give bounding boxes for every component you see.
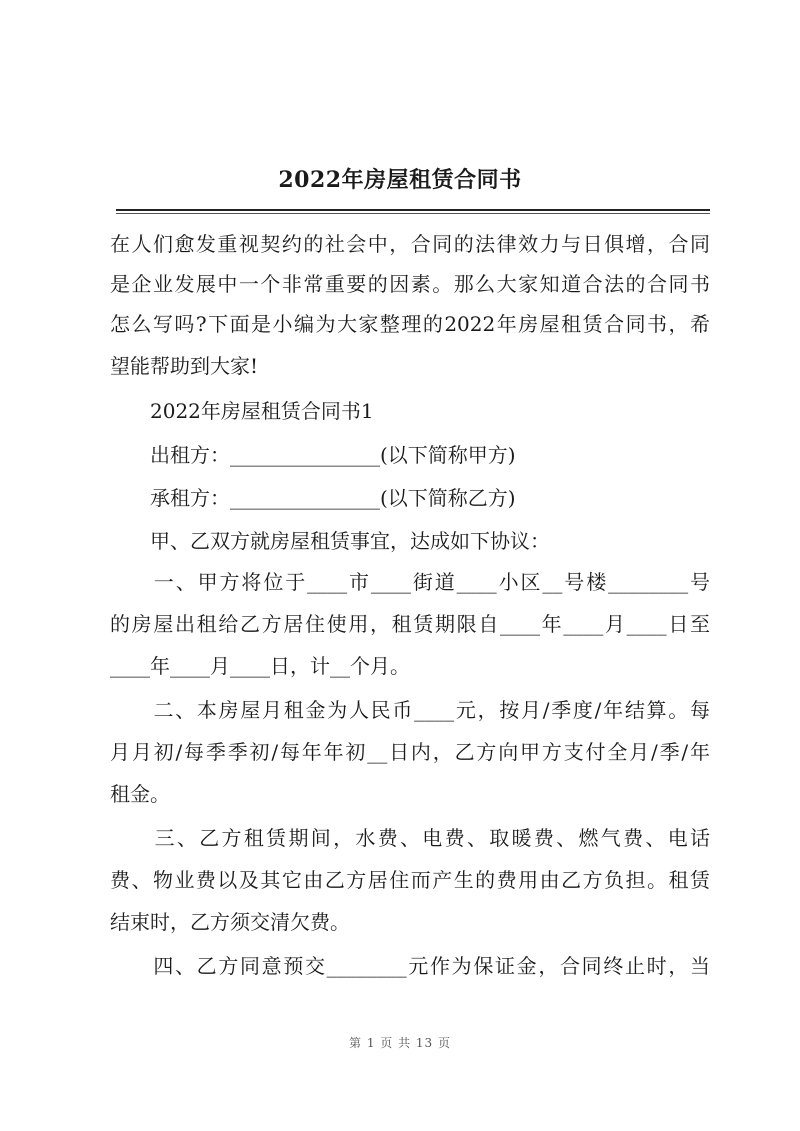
body-line: 怎么写吗?下面是小编为大家整理的2022年房屋租赁合同书，希: [110, 312, 710, 336]
clause-line: 月月初/每季季初/每年年初__日内，乙方向甲方支付全月/季/年: [110, 740, 710, 764]
clause-line: 结束时，乙方须交清欠费。: [110, 910, 350, 934]
body-line: 望能帮助到大家!: [110, 354, 259, 378]
clause-line: 四、乙方同意预交________元作为保证金，合同终止时，当: [110, 954, 710, 978]
title-divider-thin: [116, 213, 710, 214]
clause-line: 一、甲方将位于____市____街道____小区__号楼________号: [110, 570, 710, 594]
section-heading: 2022年房屋租赁合同书1: [110, 399, 374, 423]
clause-line: ____年____月____日，计__个月。: [110, 654, 410, 678]
clause-line: 租金。: [110, 782, 170, 806]
body-line: 在人们愈发重视契约的社会中，合同的法律效力与日俱增，合同: [110, 232, 710, 256]
agreement-line: 甲、乙双方就房屋租赁事宜，达成如下协议：: [110, 529, 550, 553]
clause-line: 费、物业费以及其它由乙方居住而产生的费用由乙方负担。租赁: [110, 868, 710, 892]
clause-line: 的房屋出租给乙方居住使用，租赁期限自____年____月____日至: [110, 612, 710, 636]
lessor-line: 出租方：_______________(以下简称甲方): [110, 443, 516, 467]
clause-line: 二、本房屋月租金为人民币____元，按月/季度/年结算。每: [110, 698, 710, 722]
lessee-line: 承租方：_______________(以下简称乙方): [110, 486, 516, 510]
page-footer: 第 1 页 共 13 页: [349, 1036, 451, 1050]
document-title: 2022年房屋租赁合同书: [278, 167, 522, 193]
clause-line: 三、乙方租赁期间，水费、电费、取暖费、燃气费、电话: [110, 826, 710, 850]
title-divider-thick: [116, 209, 710, 211]
body-line: 是企业发展中一个非常重要的因素。那么大家知道合法的合同书: [110, 272, 710, 296]
